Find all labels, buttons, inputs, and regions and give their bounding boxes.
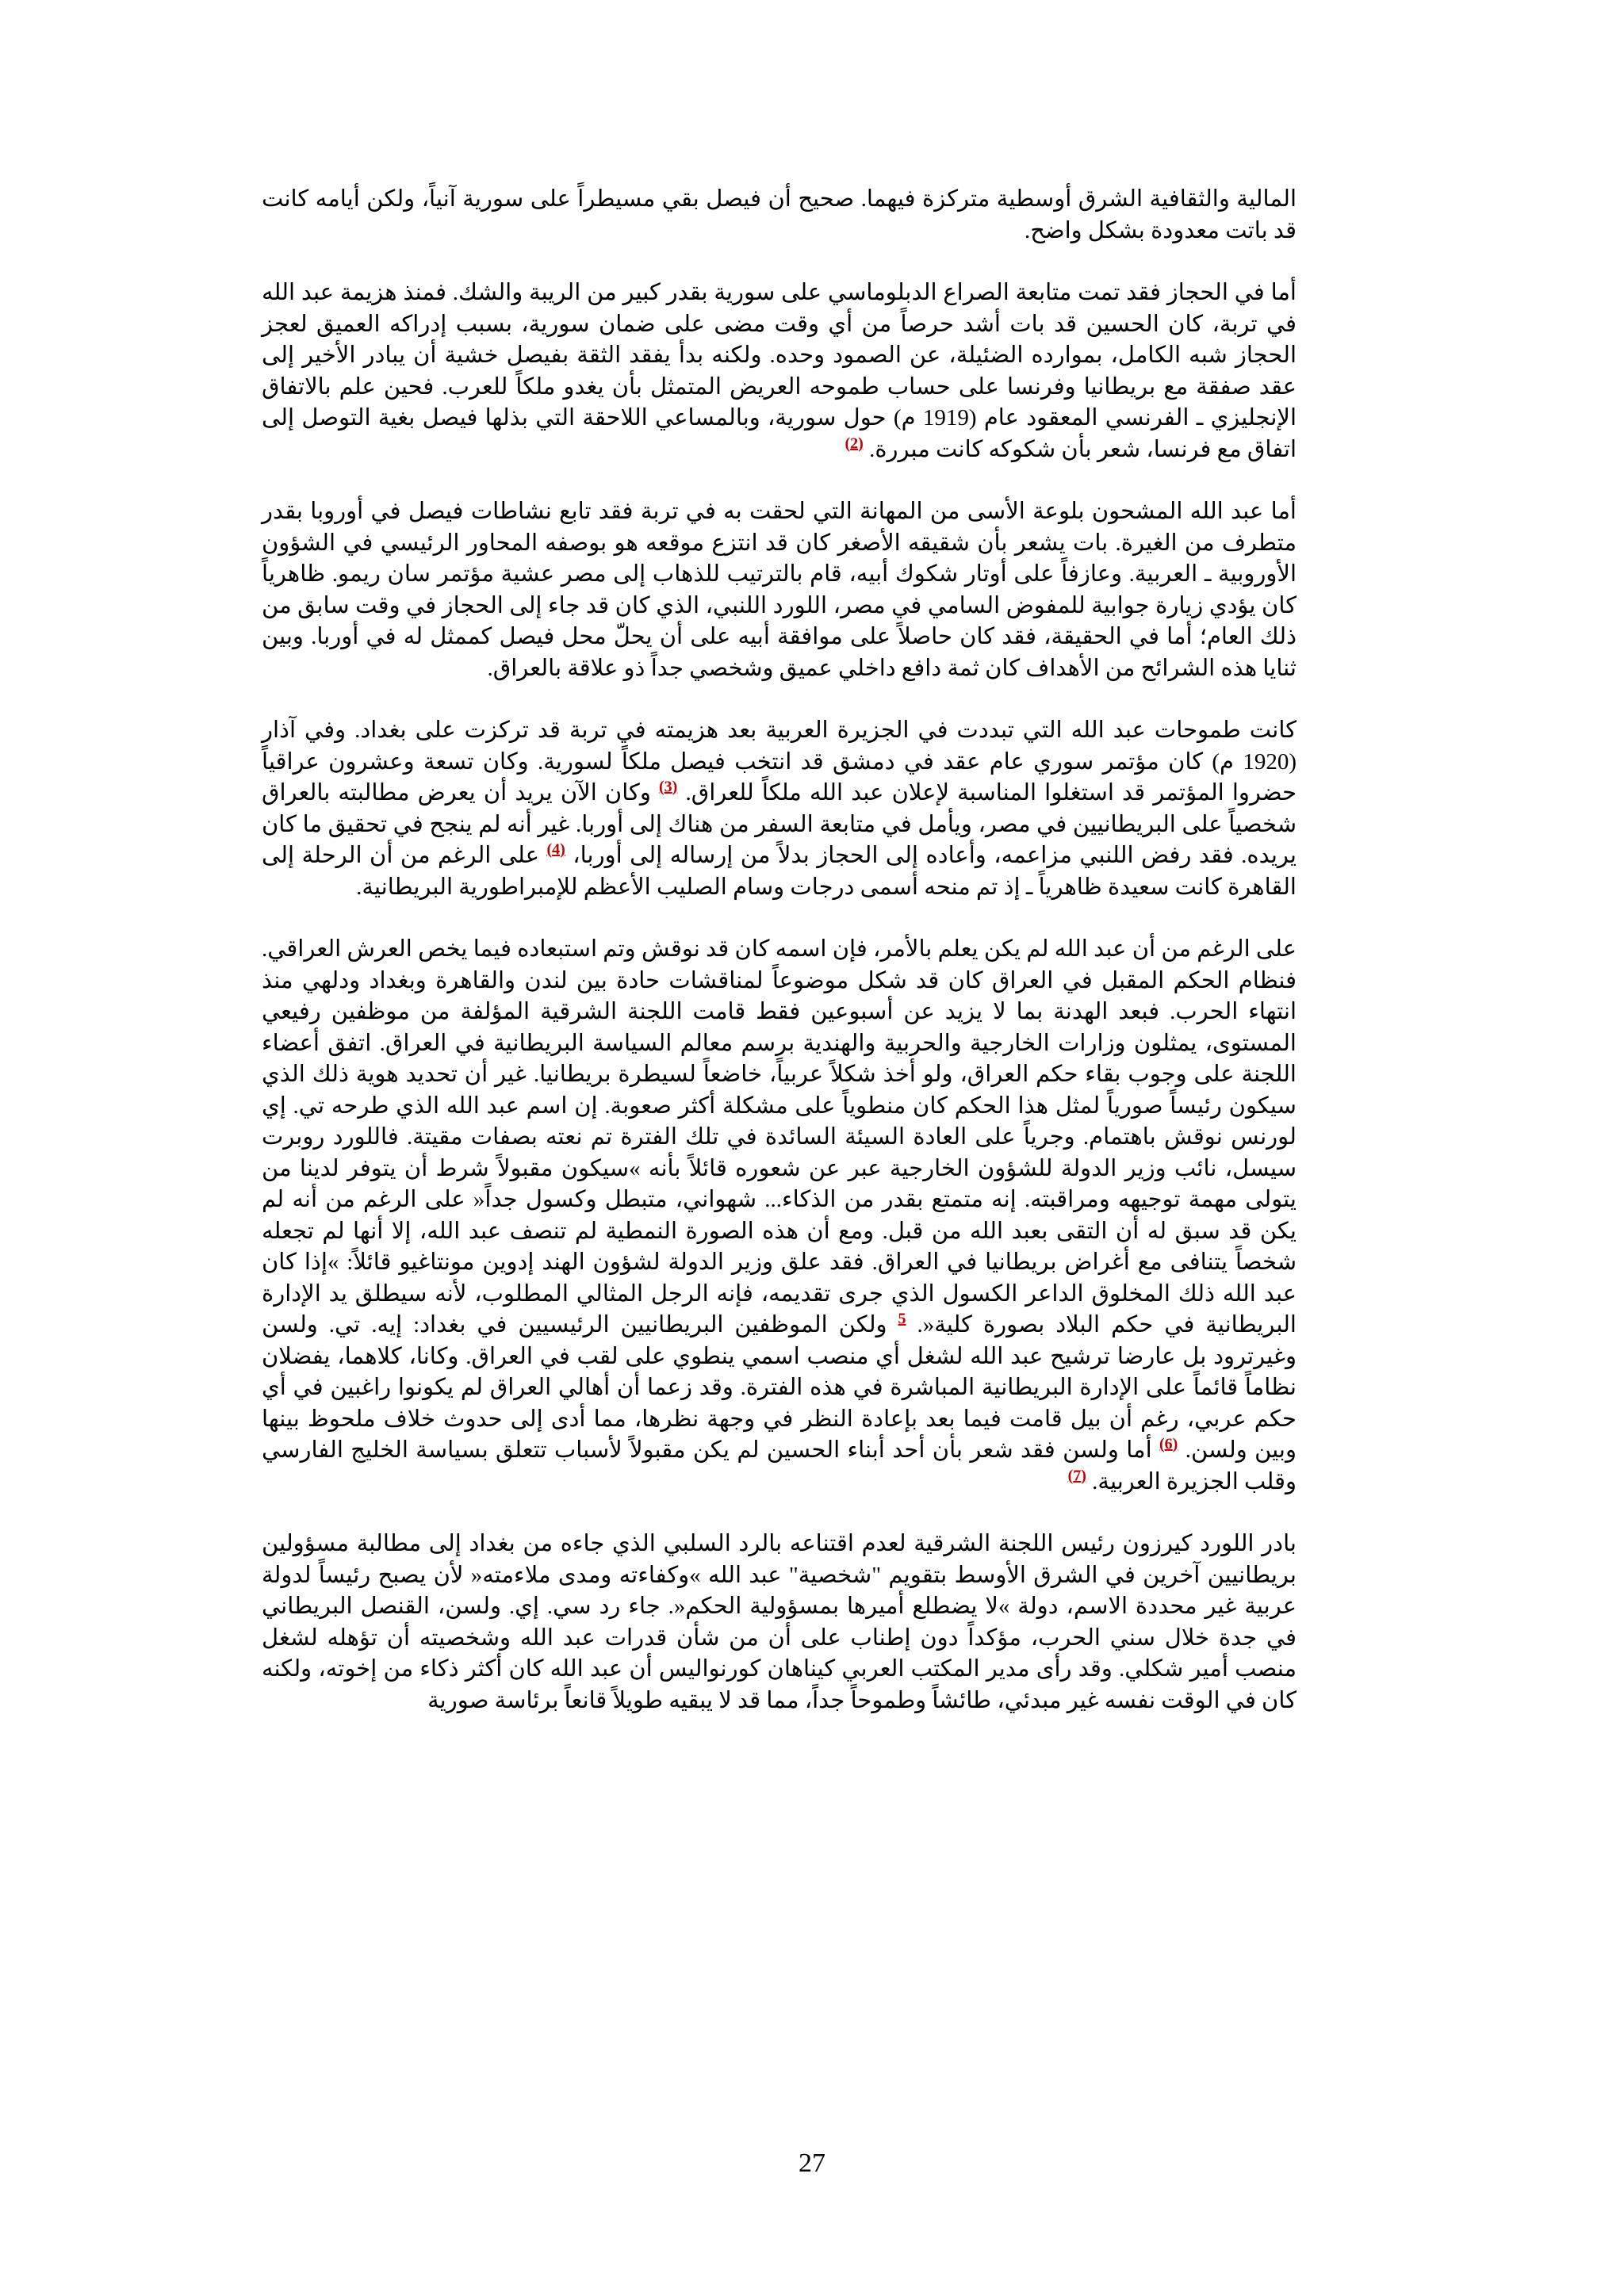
paragraph-text: على الرغم من أن الرحلة إلى القاهرة كانت سعيدة ظاهرياً ـ إذ تم منحه أسمى درجات وسام الصليب الأعظم للإمبراطورية البريطانية. [262, 843, 1297, 900]
paragraph-text: ولكن الموظفين البريطانيين الرئيسيين في بغداد: إيه. تي. ولسن وغيرترود بل عارضا ترشيح عبد الله لشغل أي منصب اسمي ينطوي على لقب في العراق. وكانا، كلاهما، يفضلان نظاماً قائماً على الإدارة البريطانية المباشرة في هذه الفترة. وقد زعما أن أهالي العراق لم يكونوا راغبين في أي حكم عربي، رغم أن بيل قامت فيما بعد بإعادة النظر في وجهة نظرها، مما أدى إلى حدوث خلاف ملحوظ بينها وبين ولسن. [262, 1312, 1297, 1463]
footnote-link-2[interactable]: (2) [845, 434, 864, 452]
page-number: 27 [799, 2149, 825, 2178]
paragraph-3 [262, 496, 1297, 684]
paragraph-5 [262, 934, 1297, 1498]
paragraph-text: على الرغم من أن عبد الله لم يكن يعلم بالأمر، فإن اسمه كان قد نوقش وتم استبعاده فيما يخص العرش العراقي. فنظام الحكم المقبل في العراق كان قد شكل موضوعاً لمناقشات حادة بين لندن والقاهرة وبغداد ودلهي منذ انتهاء الحرب. فبعد الهدنة بما لا يزيد عن أسبوعين فقط قامت اللجنة الشرقية المؤلفة من موظفين رفيعي المستوى، يمثلون وزارات الخارجية والحربية والهندية برسم معالم السياسة البريطانية في العراق. اتفق أعضاء اللجنة على وجوب بقاء حكم العراق، ولو أخذ شكلاً عربياً، خاضعاً لسيطرة بريطانيا. غير أن تحديد هوية ذلك الذي سيكون رئيساً صورياً لمثل هذا الحكم كان منطوياً على مشكلة أكثر صعوبة. إن اسم عبد الله الذي طرحه تي. إي لورنس نوقش باهتمام. وجرياً على العادة السيئة السائدة في تلك الفترة تم نعته بصفات مقيتة. فاللورد روبرت سيسل، نائب وزير الدولة للشؤون الخارجية عبر عن شعوره قائلاً بأنه »سيكون مقبولاً شرط أن يتوفر لدينا من يتولى مهمة توجيهه ومراقبته. إنه متمتع بقدر من الذكاء... شهواني، متبطل وكسول جداً« على الرغم من أنه لم يكن قد سبق له أن التقى بعبد الله من قبل. ومع أن هذه الصورة النمطية لم تنصف عبد الله، إلا أنها لم تجعله شخصاً يتنافى مع أغراض بريطانيا في العراق. فقد علق وزير الدولة لشؤون الهند إدوين مونتاغيو قائلاً: »إذا كان عبد الله ذلك المخلوق الداعر الكسول الذي جرى تقديمه، فإنه الرجل المثالي المطلوب، لأنه سيطلق يد الإدارة البريطانية في حكم البلاد بصورة كلية«. [262, 936, 1297, 1337]
paragraph-text: أما عبد الله المشحون بلوعة الأسى من المهانة التي لحقت به في تربة فقد تابع نشاطات فيصل في أوروبا بقدر متطرف من الغيرة. بات يشعر بأن شقيقه الأصغر كان قد انتزع موقعه هو بوصفه المحاور الرئيسي في الشؤون الأوروبية ـ العربية. وعازفاً على أوتار شكوك أبيه، قام بالترتيب للذهاب إلى مصر عشية مؤتمر سان ريمو. ظاهرياً كان يؤدي زيارة جوابية للمفوض السامي في مصر، اللورد اللنبي، الذي كان قد جاء إلى الحجاز في وقت سابق من ذلك العام؛ أما في الحقيقة، فقد كان حاصلاً على موافقة أبيه على أن يحلّ محل فيصل كممثل له في أوربا. وبين ثنايا هذه الشرائح من الأهداف كان ثمة دافع داخلي عميق وشخصي جداً ذو علاقة بالعراق. [262, 499, 1297, 681]
footnote-link-6[interactable]: (6) [1159, 1435, 1178, 1453]
paragraph-text: كانت طموحات عبد الله التي تبددت في الجزيرة العربية بعد هزيمته في تربة قد تركزت على بغداد. وفي آذار (1920 م) كان مؤتمر سوري عام عقد في دمشق قد انتخب فيصل ملكاً لسورية. وكان تسعة وعشرون عراقياً حضروا المؤتمر قد استغلوا المناسبة لإعلان عبد الله ملكاً للعراق. [262, 718, 1297, 806]
paragraph-text: بادر اللورد كيرزون رئيس اللجنة الشرقية لعدم اقتناعه بالرد السلبي الذي جاءه من بغداد إلى مطالبة مسؤولين بريطانيين آخرين في الشرق الأوسط بتقويم "شخصية" عبد الله »وكفاءته ومدى ملاءمته« لأن يصبح رئيساً لدولة عربية غير محددة الاسم، دولة »لا يضطلع أميرها بمسؤولية الحكم«. جاء رد سي. إي. ولسن، القنصل البريطاني في جدة خلال سني الحرب، مؤكداً دون إطناب على أن من شأن قدرات عبد الله وشخصيته أن تؤهله لشغل منصب أمير شكلي. وقد رأى مدير المكتب العربي كيناهان كورنواليس أن عبد الله كان أكثر ذكاء من إخوته، ولكنه كان في الوقت نفسه غير مبدئي، طائشاً وطموحاً جداً، مما قد لا يبقيه طويلاً قانعاً برئاسة صورية [262, 1531, 1297, 1713]
paragraph-1 [262, 184, 1297, 247]
paragraph-2 [262, 277, 1297, 465]
document-body [262, 184, 1297, 1747]
paragraph-text: أما ولسن فقد شعر بأن أحد أبناء الحسين لم يكن مقبولاً لأسباب تتعلق بسياسة الخليج الفارسي وقلب الجزيرة العربية. [262, 1437, 1297, 1494]
paragraph-text: أما في الحجاز فقد تمت متابعة الصراع الدبلوماسي على سورية بقدر كبير من الريبة والشك. فمنذ هزيمة عبد الله في تربة، كان الحسين قد بات أشد حرصاً من أي وقت مضى على ضمان سورية، بسبب إدراكه العميق لعجز الحجاز شبه الكامل، بموارده الضئيلة، عن الصمود وحده. ولكنه بدأ يفقد الثقة بفيصل خشية أن يبادر الأخير إلى عقد صفقة مع بريطانيا وفرنسا على حساب طموحه العريض المتمثل بأن يغدو ملكاً للعرب. فحين علم بالاتفاق الإنجليزي ـ الفرنسي المعقود عام (1919 م) حول سورية، وبالمساعي اللاحقة التي بذلها فيصل بغية التوصل إلى اتفاق مع فرنسا، شعر بأن شكوكه كانت مبررة. [262, 280, 1297, 462]
paragraph-4 [262, 715, 1297, 903]
footnote-link-5[interactable]: 5 [898, 1310, 906, 1328]
footnote-link-4[interactable]: (4) [546, 840, 565, 859]
paragraph-6 [262, 1529, 1297, 1716]
paragraph-text: وكان الآن يريد أن يعرض مطالبته بالعراق شخصياً على البريطانيين في مصر، ويأمل في متابعة السفر من هناك إلى أوربا. غير أنه لم ينجح في تحقيق ما كان يريده. فقد رفض اللنبي مزاعمه، وأعاده إلى الحجاز بدلاً من إرساله إلى أوربا، [262, 780, 1297, 868]
footnote-link-3[interactable]: (3) [659, 778, 678, 796]
paragraph-text: المالية والثقافية الشرق أوسطية متركزة فيهما. صحيح أن فيصل بقي مسيطراً على سورية آنياً، ولكن أيامه كانت قد باتت معدودة بشكل واضح. [262, 186, 1297, 243]
footnote-link-7[interactable]: (7) [1067, 1466, 1086, 1484]
